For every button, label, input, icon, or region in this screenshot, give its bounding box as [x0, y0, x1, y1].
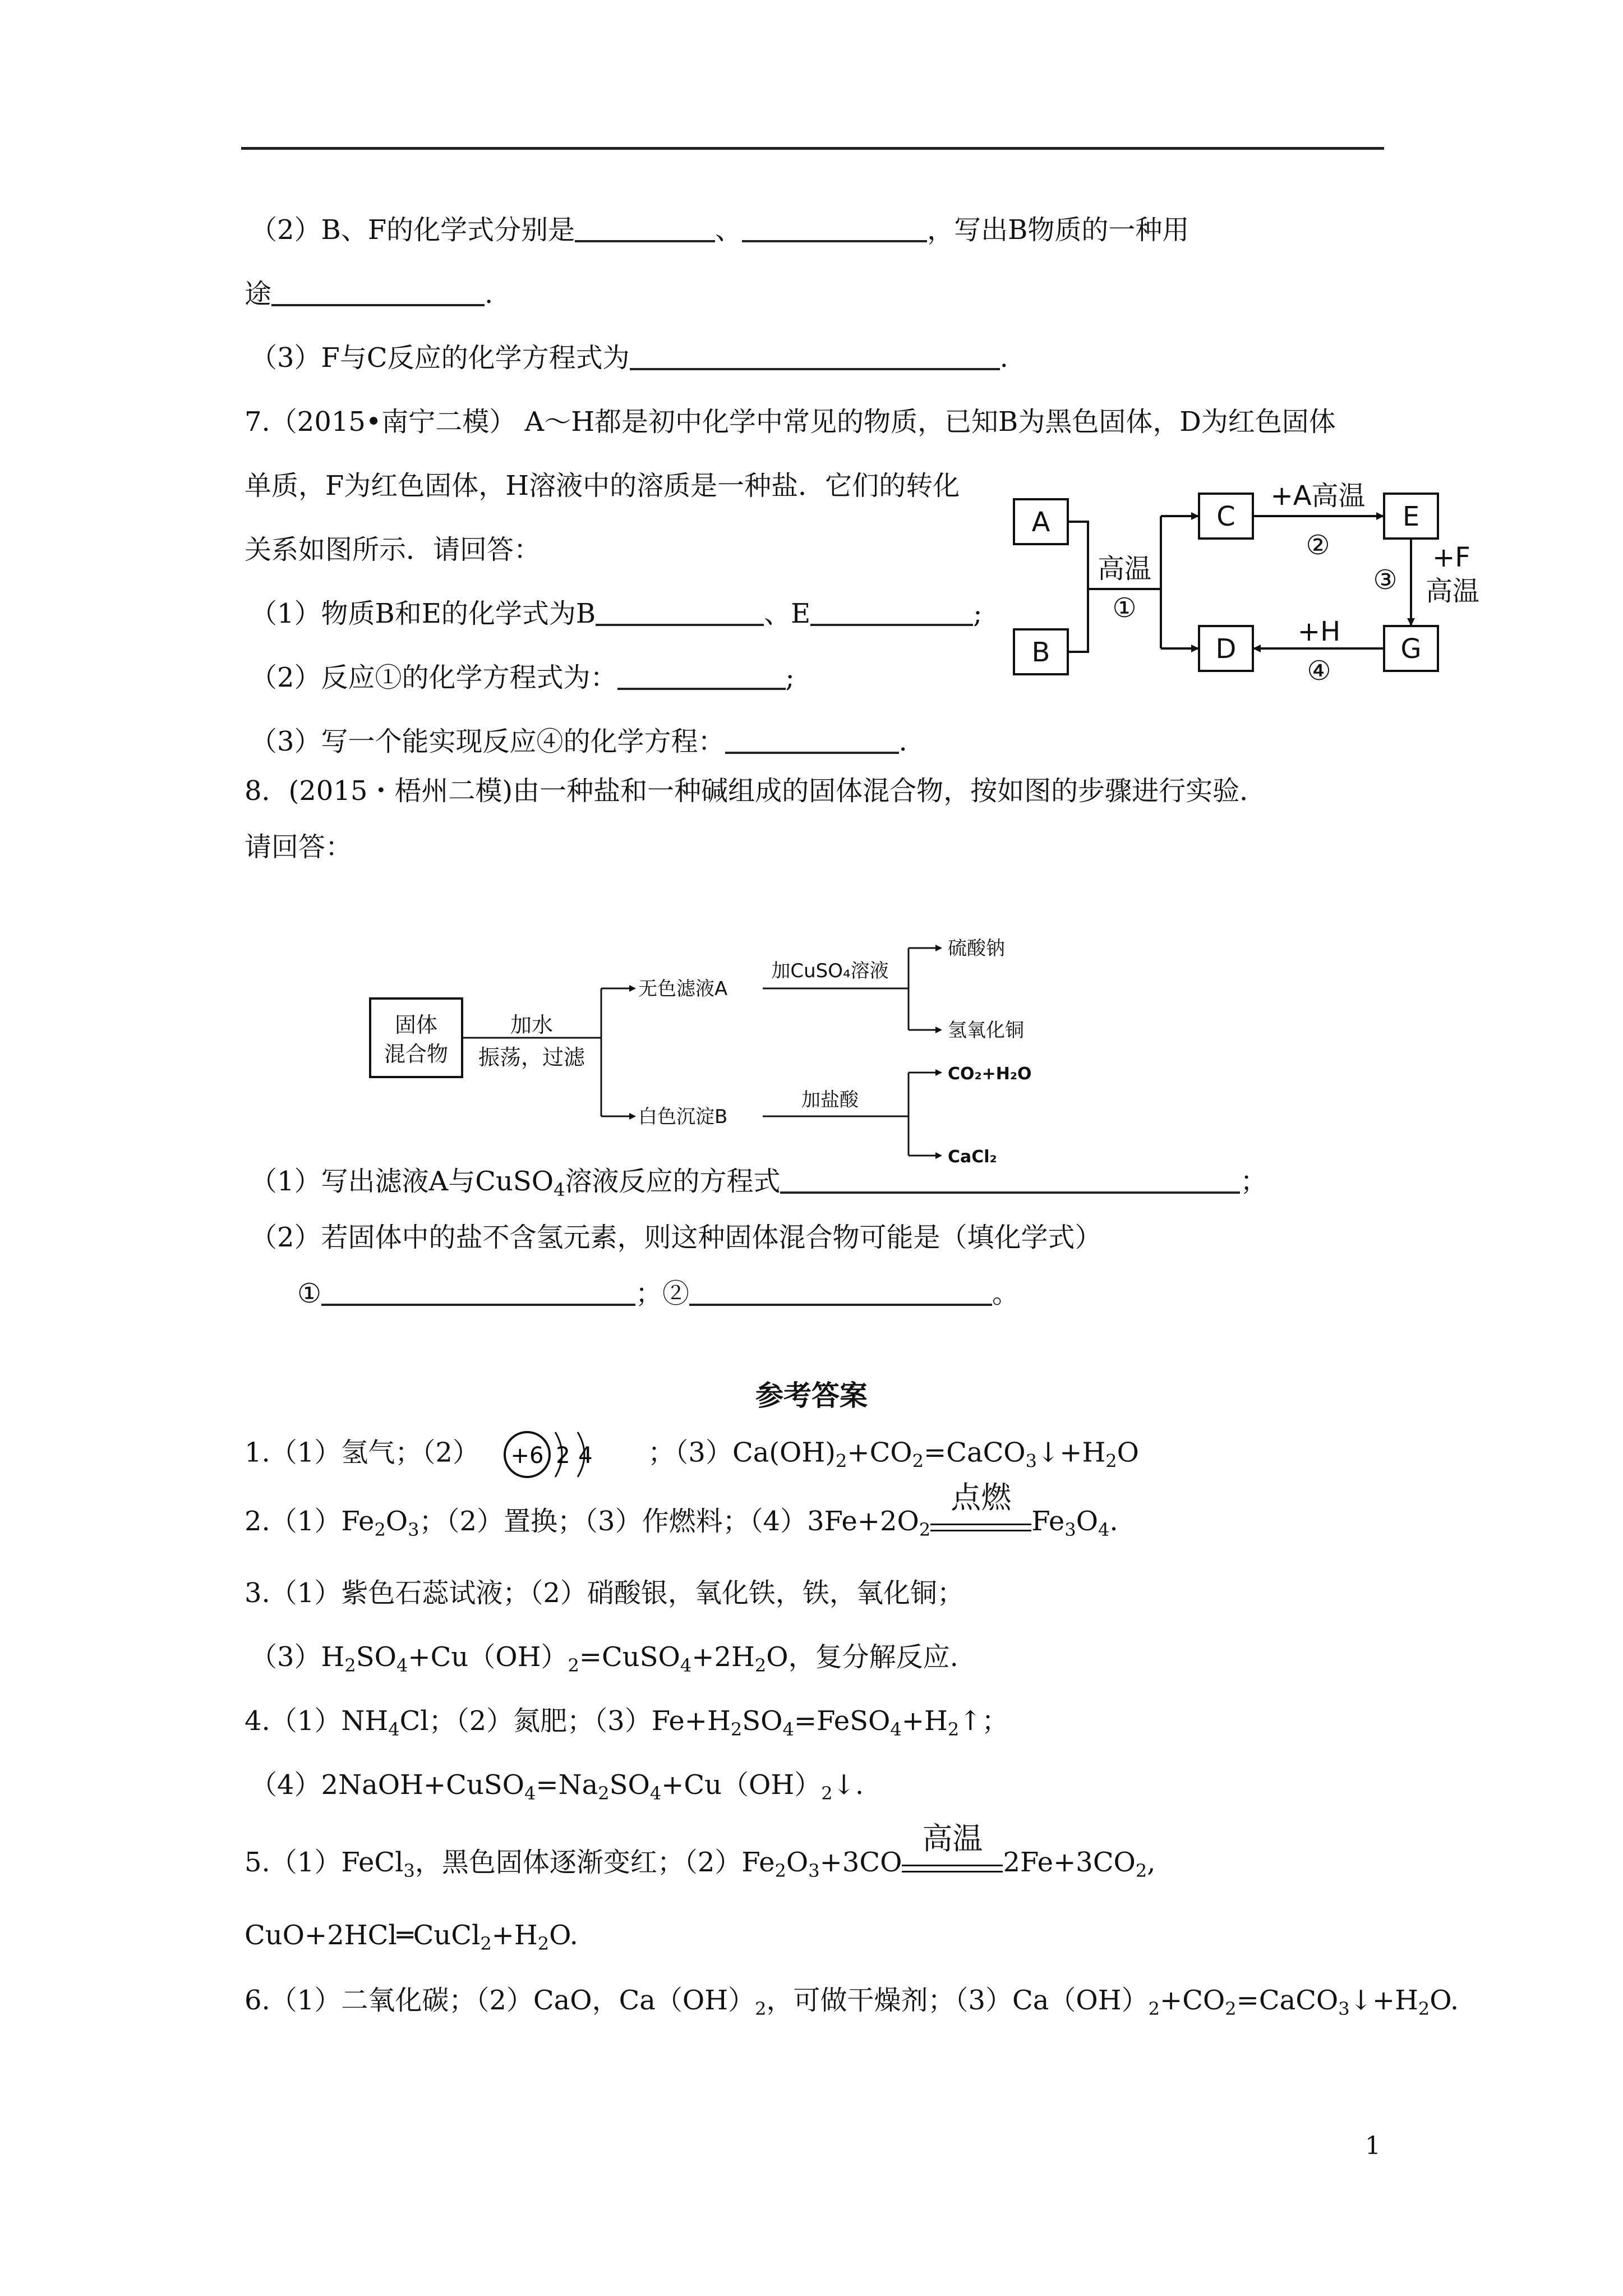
svg-text:2: 2 — [556, 1443, 570, 1469]
product-copper-hydroxide: 氢氧化铜 — [948, 1019, 1024, 1042]
svg-text:+6: +6 — [510, 1443, 544, 1469]
answer-blank[interactable] — [596, 599, 764, 626]
cond-2: +A高温 — [1270, 482, 1366, 512]
page-number: 1 — [1365, 2132, 1381, 2160]
label-g: G — [1400, 633, 1422, 665]
q7-sub-3: （3）写一个能实现反应④的化学方程： . — [250, 726, 907, 757]
reaction-condition: 点燃 — [930, 1504, 1031, 1538]
q8-sub-1: （1）写出滤液A与CuSO$_4$溶液反应的方程式 ； — [250, 1166, 1267, 1200]
q8-options: ① ；② 。 — [297, 1278, 1020, 1309]
svg-text:4: 4 — [578, 1443, 593, 1469]
q8-line-1: 8．(2015・梧州二模)由一种盐和一种碱组成的固体混合物，按如图的步骤进行实验． — [245, 775, 1267, 807]
q7-line-1: 7.（2015•南宁二模） A～H都是初中化学中常见的物质，已知B为黑色固体，D为红色固体 — [245, 406, 1336, 438]
solid-label-1: 固体 — [394, 1013, 438, 1037]
cond-3a: +F — [1432, 542, 1470, 573]
label-d: D — [1215, 633, 1237, 665]
q7-line-2: 单质，F为红色固体，H溶液中的溶质是一种盐．它们的转化 — [245, 470, 960, 501]
answer-5-line-1: 5.（1）FeCl$_3$，黑色固体逐渐变红；$(2)Fe_2O_3+3CO$ 高温 $2Fe+3CO_2$, — [245, 1821, 1156, 1881]
q6-line-2: （2）B、F的化学式分别是 、 ，写出B物质的一种用 — [250, 214, 1189, 246]
reaction-condition: 高温 — [902, 1846, 1003, 1879]
answer-blank[interactable] — [630, 343, 1000, 370]
add-water-label: 加水 — [510, 1013, 554, 1037]
answer-blank[interactable] — [810, 599, 973, 626]
shake-filter-label: 振荡，过滤 — [478, 1045, 585, 1070]
answer-blank[interactable] — [689, 1279, 992, 1306]
answer-blank[interactable] — [725, 727, 899, 754]
q8-line-2: 请回答： — [245, 831, 353, 863]
answer-3-line-1: 3.（1）紫色石蕊试液；（2）硝酸银，氧化铁，铁，氧化铜； — [245, 1577, 964, 1609]
product-co2-h2o: CO₂+H₂O — [948, 1064, 1032, 1084]
label-b: B — [1031, 637, 1050, 668]
answer-blank[interactable] — [780, 1167, 1240, 1194]
answer-blank[interactable] — [271, 279, 485, 306]
label-a: A — [1031, 507, 1050, 538]
experiment-flowchart — [359, 926, 1144, 1172]
answer-5-line-2: $CuO+2HCl═CuCl_2+H_2O$. — [245, 1920, 578, 1954]
answer-3-line-2: $(3)H_2SO_4+Cu(OH)_2=CuSO_4+2H_2O$，复分解反应. — [250, 1641, 958, 1676]
solid-label-2: 混合物 — [384, 1042, 449, 1066]
atom-structure-diagram — [499, 1429, 628, 1480]
answer-2: $2.(1)Fe_2O_3$；（2）置换；（3）作燃料；$(4)3Fe+2O_2$ 点燃 $Fe_3O_4$. — [245, 1480, 1118, 1540]
cond-1: 高温 — [1097, 553, 1152, 585]
product-sodium-sulfate: 硫酸钠 — [948, 937, 1005, 960]
q7-sub-1: （1）物质B和E的化学式为B 、E ; — [250, 598, 983, 629]
q7-line-3: 关系如图所示．请回答： — [245, 534, 541, 565]
cond-3b: 高温 — [1425, 576, 1480, 607]
answer-1: 1.（1）氢气；（2） +6 2 4 ；$(3)Ca(OH)_2+CO_2=CaCO_3↓+H_2O$ — [245, 1429, 1139, 1480]
q8-sub-2: （2）若固体中的盐不含氢元素，则这种固体混合物可能是（填化学式） — [250, 1222, 1102, 1253]
answer-blank[interactable] — [617, 663, 786, 690]
answers-heading: 参考答案 — [755, 1379, 868, 1412]
filtrate-a-label: 无色滤液A — [638, 978, 728, 1000]
num-3: ③ — [1373, 564, 1398, 596]
label-c: C — [1216, 501, 1235, 532]
add-cuso4-label: 加CuSO₄溶液 — [771, 960, 889, 982]
cond-4: +H — [1297, 616, 1341, 647]
answer-6: 6.（1）二氧化碳；（2）CaO，$Ca(OH)_2$，可做干燥剂；$(3)Ca(OH)_2+CO_2=CaCO_3↓+H_2O$. — [245, 1985, 1459, 2019]
answer-blank[interactable] — [742, 215, 927, 242]
answer-4-line-2: $(4)2NaOH+CuSO_4=Na_2SO_4+Cu(OH)_2↓$. — [250, 1769, 864, 1804]
answer-4-line-1: $4.(1)NH_4Cl$；（2）氮肥；$(3)Fe+H_2SO_4=FeSO_4+H_2↑$； — [245, 1705, 1009, 1740]
add-hcl-label: 加盐酸 — [801, 1089, 859, 1111]
label-e: E — [1402, 501, 1420, 532]
num-4: ④ — [1307, 655, 1331, 687]
q7-sub-2: （2）反应①的化学方程式为： ; — [250, 662, 795, 693]
header-rule — [241, 147, 1384, 150]
precipitate-b-label: 白色沉淀B — [638, 1106, 728, 1128]
answer-blank[interactable] — [321, 1279, 635, 1306]
answer-blank[interactable] — [575, 215, 715, 242]
q6-line-3: 途 . — [245, 278, 494, 310]
transformation-diagram — [1009, 482, 1492, 690]
num-1: ① — [1112, 592, 1137, 624]
num-2: ② — [1306, 530, 1330, 561]
q6-line-4: （3）F与C反应的化学方程式为 . — [250, 342, 1008, 374]
product-cacl2: CaCl₂ — [948, 1147, 997, 1167]
